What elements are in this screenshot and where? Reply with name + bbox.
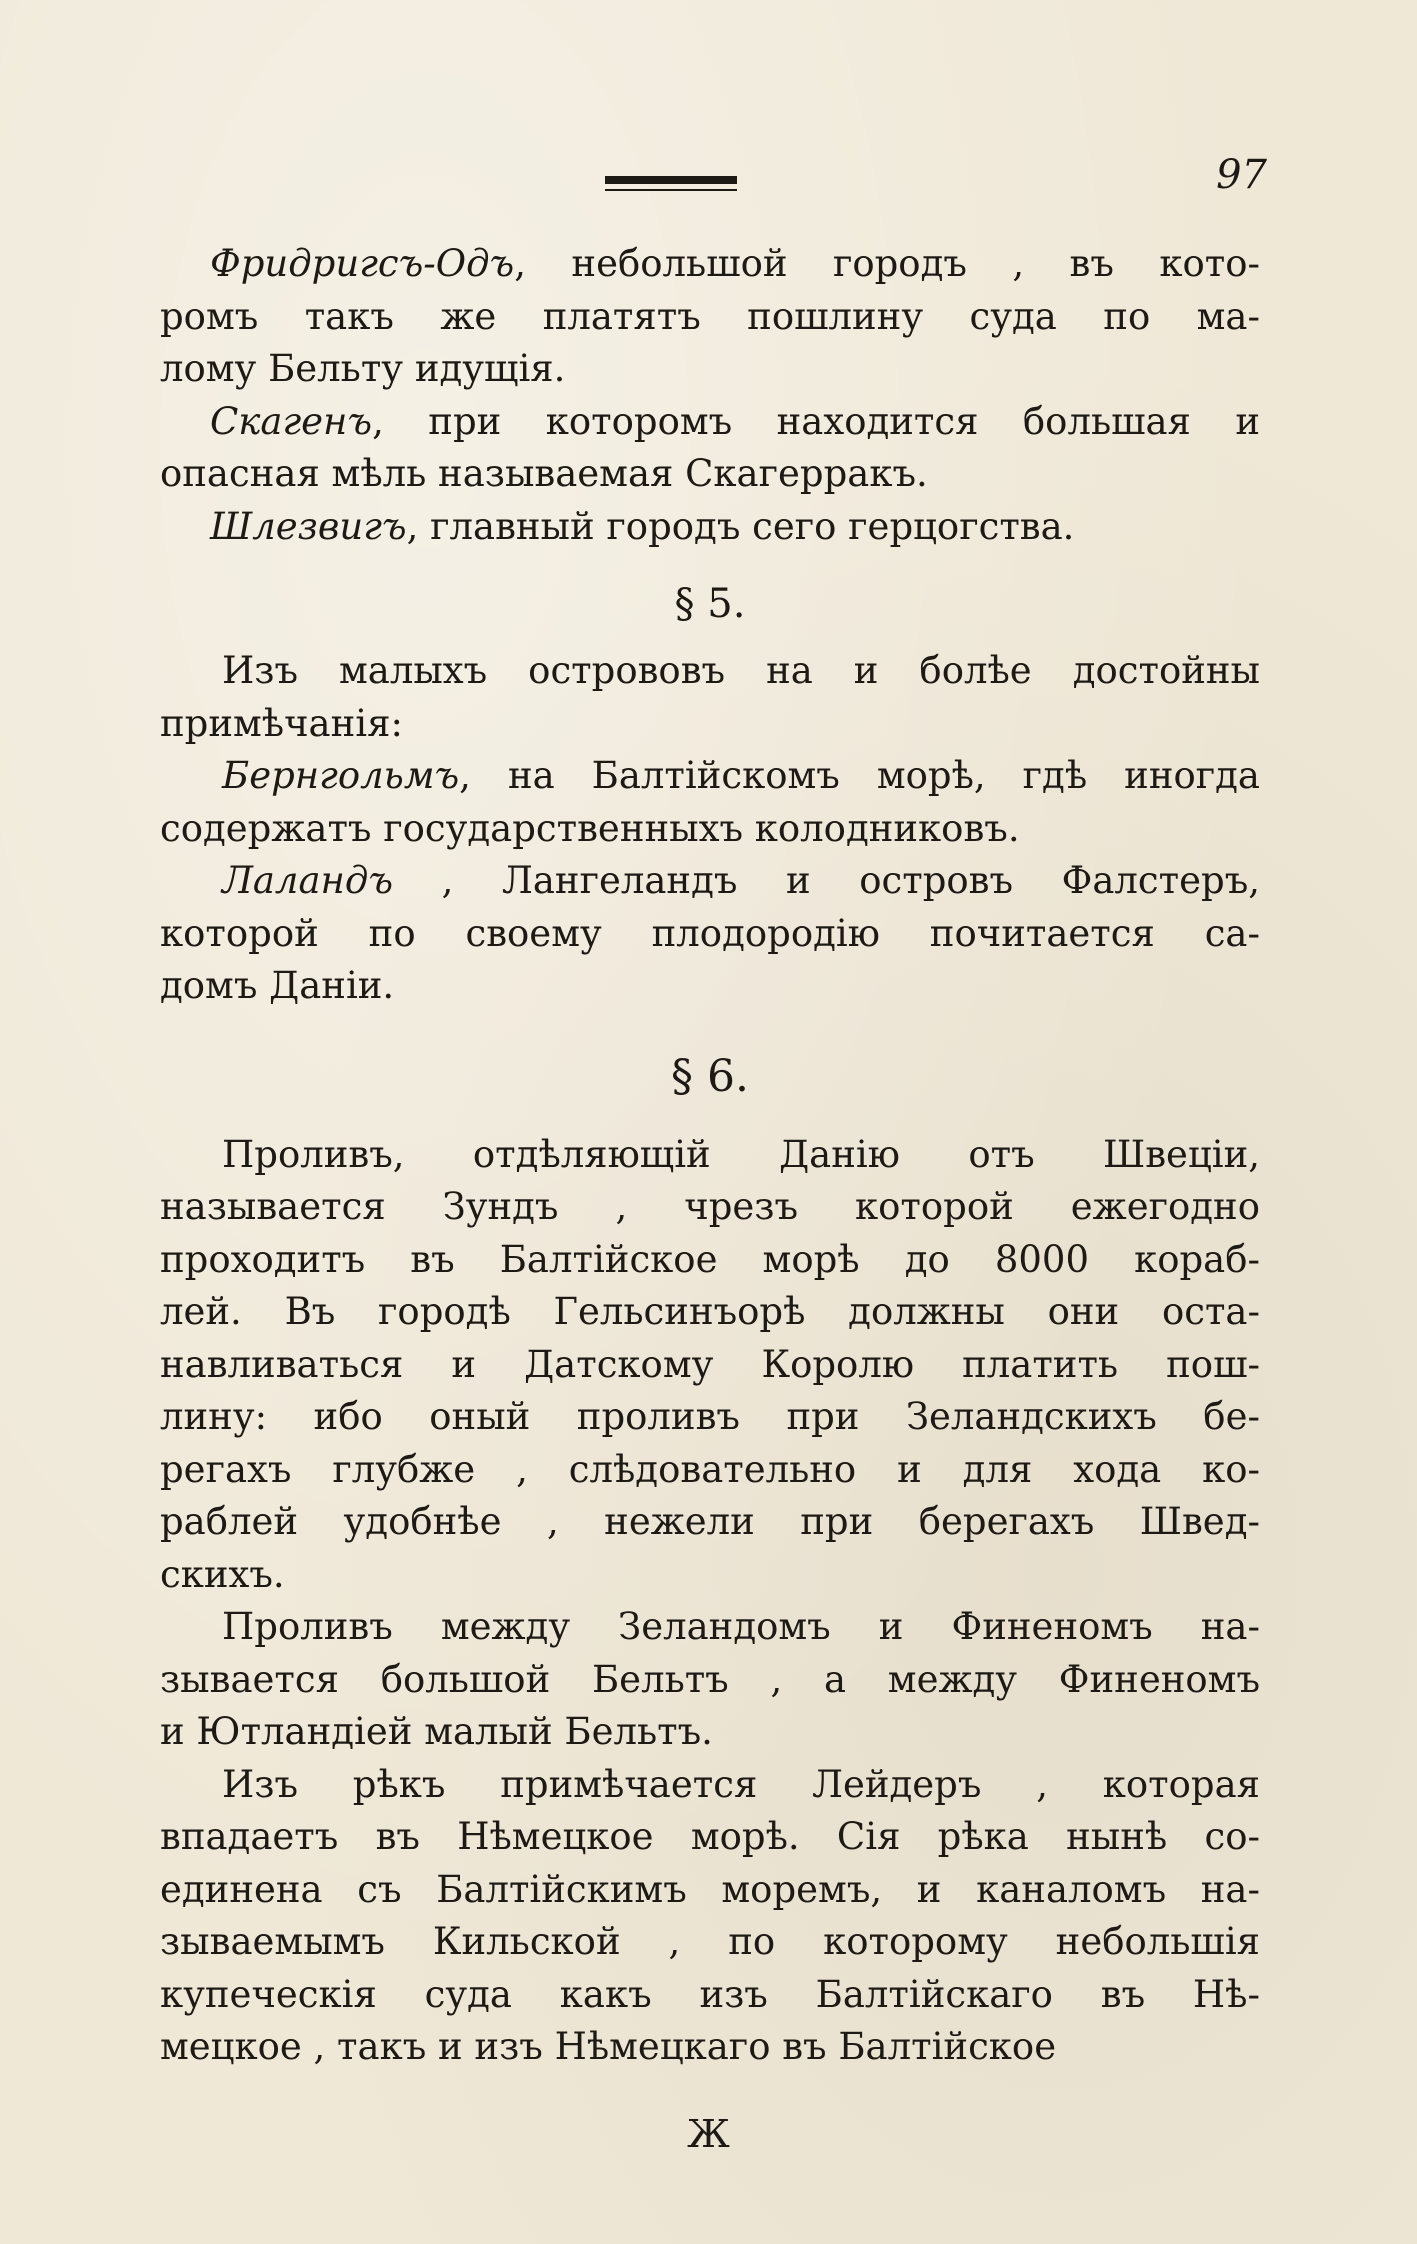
text-line: мецкое , такъ и изъ Нѣмецкаго въ Балтійское bbox=[160, 2025, 1057, 2068]
text-line: единена съ Балтійскимъ моремъ, и каналомъ на- bbox=[160, 1867, 1260, 1911]
text-line: которой по своему плодородію почитается са- bbox=[160, 911, 1260, 955]
text-line: раблей удобнѣе , нежели при берегахъ Швед- bbox=[160, 1500, 1260, 1543]
text-line: опасная мѣль называемая Скагерракъ. bbox=[160, 452, 928, 495]
text-line: называется Зундъ , чрезъ которой ежегодно bbox=[160, 1185, 1260, 1228]
text-line: ромъ такъ же платятъ пошлину суда по ма- bbox=[160, 294, 1260, 338]
text-line: содержатъ государственныхъ колодниковъ. bbox=[160, 806, 1020, 850]
text-line: лей. Въ городѣ Гельсинъорѣ должны они оста- bbox=[160, 1290, 1260, 1333]
line-text: , главный городъ сего герцогства. bbox=[406, 504, 1075, 548]
text-line: Проливъ, отдѣляющій Данію отъ Швеціи, bbox=[222, 1132, 1260, 1176]
page-number: 97 bbox=[1216, 152, 1267, 198]
line-text: , небольшой городъ , въ кото- bbox=[514, 242, 1260, 285]
text-line bbox=[160, 750, 1260, 803]
line-text: , на Балтійскомъ морѣ, гдѣ иногда bbox=[459, 754, 1260, 797]
body-text bbox=[160, 238, 1260, 2074]
text-line: регахъ глубже , слѣдовательно и для хода ко- bbox=[160, 1447, 1260, 1491]
place-name: Бернгольмъ bbox=[222, 754, 460, 797]
text-line bbox=[160, 855, 1260, 908]
text-line: купеческія суда какъ изъ Балтійскаго въ Нѣ- bbox=[160, 1972, 1260, 2016]
line-text: , при которомъ находится большая и bbox=[372, 399, 1260, 443]
header-rule bbox=[605, 176, 737, 192]
text-line bbox=[160, 501, 1260, 554]
place-name: Скагенъ bbox=[210, 399, 373, 443]
text-line: лину: ибо оный проливъ при Зеландскихъ бе- bbox=[160, 1395, 1260, 1438]
header-rule-thin bbox=[605, 189, 737, 191]
text-line: впадаетъ въ Нѣмецкое морѣ. Сія рѣка нынѣ со- bbox=[160, 1815, 1260, 1858]
section-heading-6: § 6. bbox=[671, 1050, 749, 1102]
signature-mark: Ж bbox=[687, 2112, 730, 2156]
text-line: навливаться и Датскому Королю платить пош- bbox=[160, 1342, 1260, 1386]
line-text: , Лангеландъ и островъ Фалстеръ, bbox=[393, 859, 1260, 902]
text-line: Изъ рѣкъ примѣчается Лейдеръ , которая bbox=[222, 1762, 1260, 1806]
text-line: скихъ. bbox=[160, 1552, 285, 1596]
place-name: Шлезвигъ bbox=[210, 504, 407, 548]
text-line: зываемымъ Кильской , по которому небольшія bbox=[160, 1920, 1260, 1963]
text-line bbox=[160, 396, 1260, 449]
place-name: Лаландъ bbox=[222, 859, 394, 902]
text-line: проходитъ въ Балтійское морѣ до 8000 кораб- bbox=[160, 1237, 1260, 1281]
text-line: Изъ малыхъ острововъ на и болѣе достойны bbox=[222, 649, 1260, 692]
text-line bbox=[160, 238, 1260, 291]
paragraphs-section-5 bbox=[160, 645, 1260, 1013]
section-heading-5: § 5. bbox=[674, 581, 746, 627]
paragraphs-top bbox=[160, 238, 1260, 553]
place-name: Фридригсъ-Одъ bbox=[210, 242, 515, 285]
text-line: домъ Даніи. bbox=[160, 964, 395, 1007]
text-line: зывается большой Бельтъ , а между Финеномъ bbox=[160, 1657, 1260, 1701]
text-line: и Ютландіей малый Бельтъ. bbox=[160, 1710, 713, 1753]
text-line: лому Бельту идущія. bbox=[160, 347, 566, 390]
text-line: примѣчанія: bbox=[160, 701, 403, 745]
text-line: Проливъ между Зеландомъ и Финеномъ на- bbox=[222, 1605, 1260, 1648]
paragraphs-section-6 bbox=[160, 1129, 1260, 2074]
header-rule-thick bbox=[605, 176, 737, 184]
